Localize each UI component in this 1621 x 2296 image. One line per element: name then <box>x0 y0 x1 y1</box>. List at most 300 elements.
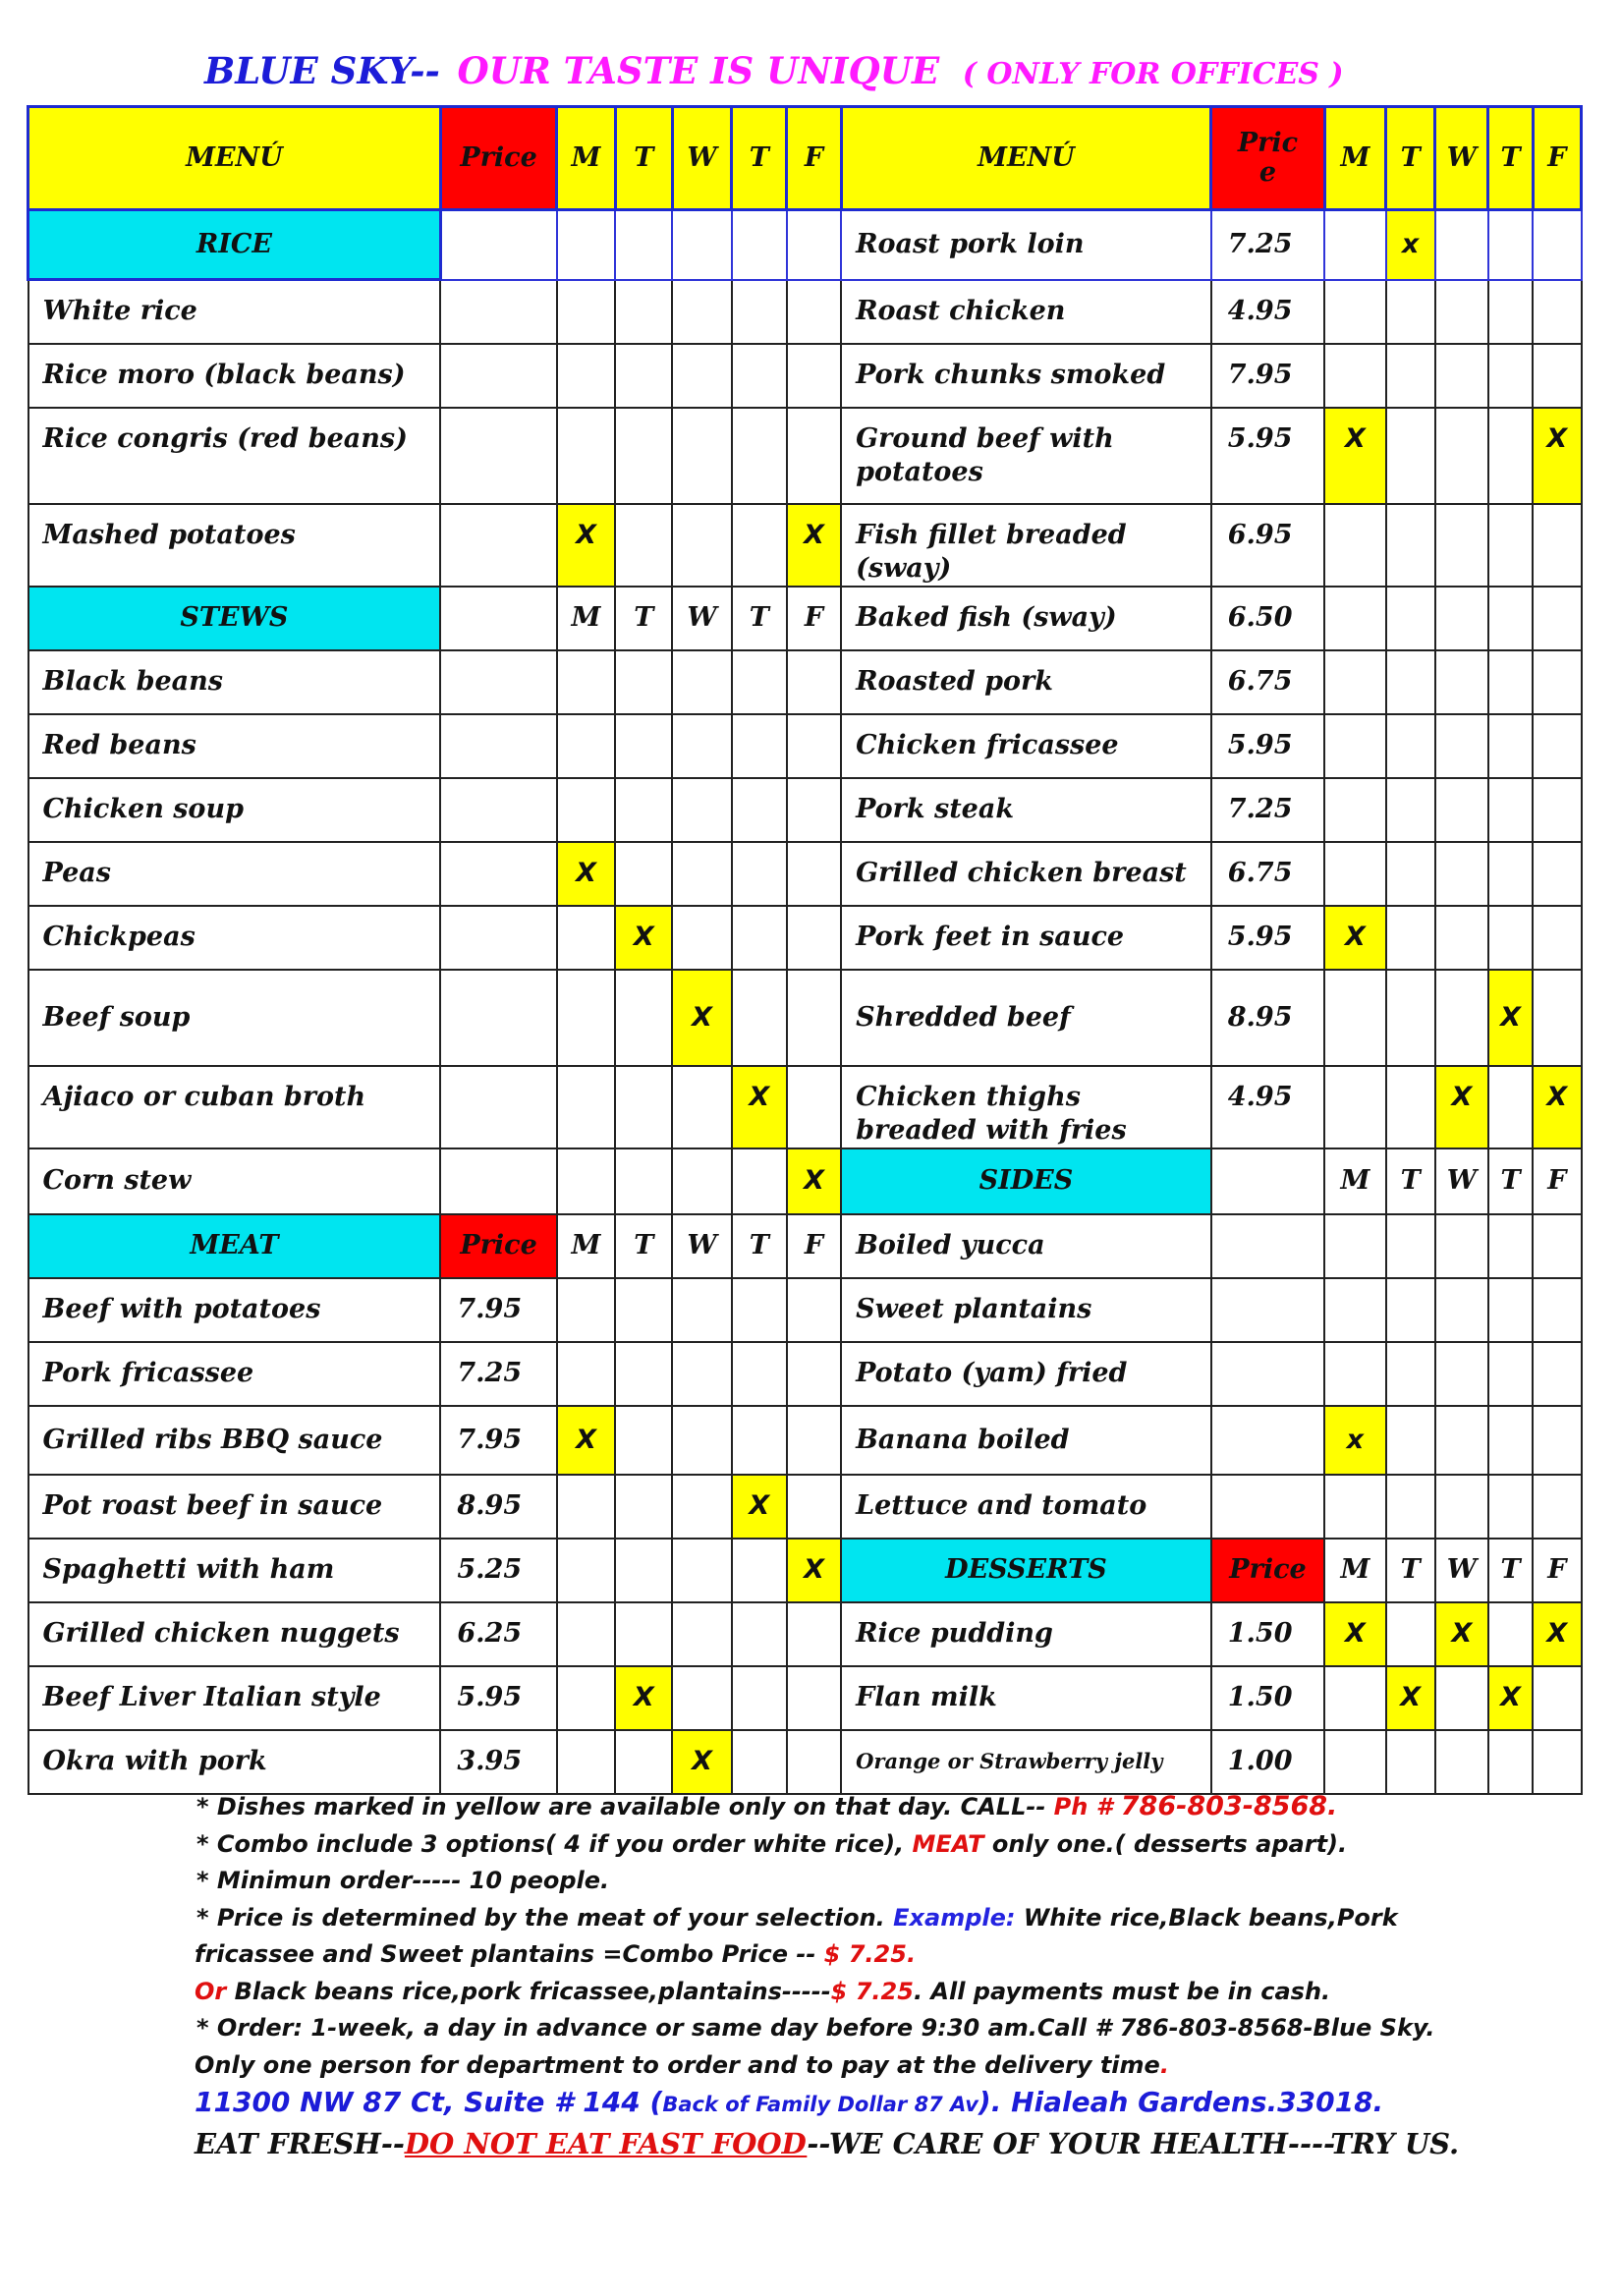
note-3: * Minimun order----- 10 people. <box>196 1867 610 1894</box>
day-mark <box>1533 1342 1581 1406</box>
dish-price <box>440 650 557 714</box>
day-label: T <box>615 1214 672 1278</box>
day-mark <box>557 408 615 504</box>
day-mark <box>1324 1342 1385 1406</box>
day-mark <box>672 1666 731 1730</box>
day-mark <box>557 1342 615 1406</box>
dish-name: Beef Liver Italian style <box>28 1666 441 1730</box>
day-mark <box>1435 587 1488 650</box>
day-mark: X <box>1533 408 1581 504</box>
day-mark <box>615 344 672 408</box>
col-day-header: T <box>732 107 787 210</box>
dish-name: Chicken fricassee <box>841 714 1211 778</box>
page-header <box>204 49 1481 98</box>
notes <box>196 1788 1474 2162</box>
table-row <box>28 842 1582 906</box>
day-mark <box>1533 504 1581 587</box>
day-mark <box>732 1406 787 1475</box>
day-mark <box>1324 650 1385 714</box>
day-mark <box>672 650 731 714</box>
dish-name: Pork fricassee <box>28 1342 441 1406</box>
day-mark <box>672 504 731 587</box>
dish-name: Corn stew <box>28 1148 441 1214</box>
slogan-b: --WE CARE OF YOUR HEALTH----TRY US. <box>807 2126 1460 2160</box>
day-mark <box>1533 344 1581 408</box>
header-only-offices: ( ONLY FOR OFFICES ) <box>962 57 1344 91</box>
day-mark <box>615 1148 672 1214</box>
day-mark <box>1488 280 1533 344</box>
day-mark <box>1533 210 1581 280</box>
price-cell <box>440 587 557 650</box>
dish-price <box>440 778 557 842</box>
day-mark <box>672 1066 731 1148</box>
note-8-dot: . <box>1159 2050 1169 2079</box>
day-mark <box>787 1475 841 1539</box>
day-mark: X <box>1324 1602 1385 1666</box>
day-mark <box>787 650 841 714</box>
side-price <box>1211 1342 1325 1406</box>
day-mark <box>1488 344 1533 408</box>
day-mark <box>557 1475 615 1539</box>
day-mark <box>787 280 841 344</box>
day-mark <box>557 280 615 344</box>
day-mark: X <box>1488 1666 1533 1730</box>
day-mark <box>1324 504 1385 587</box>
day-mark <box>732 970 787 1066</box>
day-mark <box>557 1148 615 1214</box>
dish-name: White rice <box>28 280 441 344</box>
day-mark <box>557 970 615 1066</box>
day-mark <box>1435 906 1488 970</box>
day-mark <box>557 1278 615 1342</box>
day-mark <box>787 970 841 1066</box>
side-name: Lettuce and tomato <box>841 1475 1211 1539</box>
dish-name: Spaghetti with ham <box>28 1539 441 1602</box>
dish-price: 4.95 <box>1211 280 1325 344</box>
day-mark: X <box>787 504 841 587</box>
day-mark <box>615 1066 672 1148</box>
table-row <box>28 1475 1582 1539</box>
dish-price: 6.95 <box>1211 504 1325 587</box>
day-mark: X <box>615 1666 672 1730</box>
dish-price <box>440 970 557 1066</box>
col-day-header-right: T <box>1488 107 1533 210</box>
day-mark <box>1324 1475 1385 1539</box>
day-mark: X <box>1533 1602 1581 1666</box>
day-mark <box>557 906 615 970</box>
day-mark <box>732 650 787 714</box>
dish-name: Ajiaco or cuban broth <box>28 1066 441 1148</box>
day-mark: X <box>732 1066 787 1148</box>
dish-name: Shredded beef <box>841 970 1211 1066</box>
day-mark <box>1488 587 1533 650</box>
day-mark <box>1533 714 1581 778</box>
table-row <box>28 1539 1582 1602</box>
day-mark <box>557 1666 615 1730</box>
day-mark <box>732 210 787 280</box>
dish-name: Fish fillet breaded (sway) <box>841 504 1211 587</box>
day-mark <box>615 1406 672 1475</box>
col-day-header: M <box>557 107 615 210</box>
table-row <box>28 504 1582 587</box>
day-mark <box>732 504 787 587</box>
day-mark <box>732 344 787 408</box>
day-mark <box>1435 344 1488 408</box>
dish-name: Mashed potatoes <box>28 504 441 587</box>
day-mark <box>732 714 787 778</box>
day-mark <box>1386 906 1435 970</box>
day-label: T <box>1386 1539 1435 1602</box>
table-row <box>28 1148 1582 1214</box>
day-mark <box>1435 842 1488 906</box>
dish-price <box>440 280 557 344</box>
day-label: M <box>557 587 615 650</box>
day-mark <box>557 210 615 280</box>
section-desserts: DESSERTS <box>841 1539 1211 1602</box>
day-mark <box>1488 1214 1533 1278</box>
day-mark <box>1386 587 1435 650</box>
day-mark <box>615 210 672 280</box>
note-6-price: $ 7.25 <box>830 1977 914 2005</box>
col-day-header-right: M <box>1324 107 1385 210</box>
day-mark <box>557 778 615 842</box>
day-mark <box>615 1342 672 1406</box>
day-label: W <box>1435 1148 1488 1214</box>
dish-price <box>440 714 557 778</box>
day-mark <box>787 842 841 906</box>
dish-price: 7.25 <box>440 1342 557 1406</box>
slogan-underlined: DO NOT EAT FAST FOOD <box>404 2126 808 2160</box>
day-mark <box>672 344 731 408</box>
day-mark <box>1488 408 1533 504</box>
dish-price <box>440 408 557 504</box>
side-name: Boiled yucca <box>841 1214 1211 1278</box>
day-mark <box>787 210 841 280</box>
day-mark: X <box>557 1406 615 1475</box>
day-mark <box>732 1539 787 1602</box>
day-mark <box>1386 1278 1435 1342</box>
table-row <box>28 1278 1582 1342</box>
day-mark <box>1324 587 1385 650</box>
day-mark <box>557 1539 615 1602</box>
dish-name: Rice congris (red beans) <box>28 408 441 504</box>
day-mark: X <box>1533 1066 1581 1148</box>
day-mark <box>1435 504 1488 587</box>
price-cell <box>1211 1148 1325 1214</box>
day-mark <box>1435 1475 1488 1539</box>
day-mark <box>615 504 672 587</box>
day-mark <box>1386 1602 1435 1666</box>
table-row <box>28 587 1582 650</box>
price-split-2: e <box>1258 157 1277 188</box>
table-row <box>28 344 1582 408</box>
col-day-header-right: W <box>1435 107 1488 210</box>
day-mark <box>1386 1475 1435 1539</box>
dish-name: Pot roast beef in sauce <box>28 1475 441 1539</box>
day-mark <box>732 1666 787 1730</box>
side-name: Potato (yam) fried <box>841 1342 1211 1406</box>
day-mark <box>1386 280 1435 344</box>
dessert-price: 1.00 <box>1211 1730 1325 1794</box>
day-mark: X <box>1324 408 1385 504</box>
day-mark <box>615 280 672 344</box>
table-row <box>28 1602 1582 1666</box>
day-mark <box>1488 210 1533 280</box>
dish-price <box>440 1066 557 1148</box>
day-mark: X <box>787 1539 841 1602</box>
day-label: W <box>672 587 731 650</box>
dish-name: Ground beef with potatoes <box>841 408 1211 504</box>
table-row <box>28 1730 1582 1794</box>
day-mark <box>557 1730 615 1794</box>
day-mark: x <box>1386 210 1435 280</box>
tagline: OUR TASTE IS UNIQUE <box>457 49 940 92</box>
dish-price: 5.95 <box>1211 408 1325 504</box>
day-mark <box>1386 1406 1435 1475</box>
dish-price: 4.95 <box>1211 1066 1325 1148</box>
section-stews: STEWS <box>28 587 441 650</box>
day-mark <box>1533 280 1581 344</box>
day-mark <box>1386 1066 1435 1148</box>
dessert-price: 1.50 <box>1211 1602 1325 1666</box>
note-5 <box>195 1936 1474 1974</box>
day-mark <box>787 906 841 970</box>
col-day-header-right: F <box>1533 107 1581 210</box>
table-row <box>28 650 1582 714</box>
note-4-example: Example: <box>893 1903 1016 1932</box>
day-mark <box>1435 408 1488 504</box>
address-a: 11300 NW 87 Ct, Suite # 144 ( <box>195 2086 663 2118</box>
day-mark <box>1488 1066 1533 1148</box>
dish-price: 7.25 <box>1211 210 1325 280</box>
desserts-price-header: Price <box>1211 1539 1325 1602</box>
address <box>195 2084 1474 2124</box>
dish-name: Roast chicken <box>841 280 1211 344</box>
side-price <box>1211 1214 1325 1278</box>
address-b: ). Hialeah Gardens.33018. <box>978 2086 1384 2118</box>
day-label: M <box>1324 1539 1385 1602</box>
table-row <box>28 107 1582 210</box>
note-4-text: * Price is determined by the meat of your selection. <box>196 1903 894 1932</box>
day-mark <box>1533 1278 1581 1342</box>
dish-price: 5.95 <box>440 1666 557 1730</box>
day-mark <box>1324 1730 1385 1794</box>
dish-name: Pork steak <box>841 778 1211 842</box>
day-mark <box>1488 1602 1533 1666</box>
day-mark: X <box>1324 906 1385 970</box>
dish-name: Beef soup <box>28 970 441 1066</box>
note-6-text: Black beans rice,pork fricassee,plantains----- <box>226 1977 831 2005</box>
day-mark <box>1324 778 1385 842</box>
day-label: T <box>732 1214 787 1278</box>
section-meat: MEAT <box>28 1214 441 1278</box>
day-mark <box>1324 970 1385 1066</box>
table-row <box>28 970 1582 1066</box>
dish-price <box>440 906 557 970</box>
day-mark <box>1435 1406 1488 1475</box>
day-mark <box>787 714 841 778</box>
dish-price: 6.25 <box>440 1602 557 1666</box>
table-row <box>28 1214 1582 1278</box>
dish-name: Beef with potatoes <box>28 1278 441 1342</box>
dessert-name: Flan milk <box>841 1666 1211 1730</box>
slogan <box>195 2126 1474 2163</box>
day-mark <box>672 778 731 842</box>
day-mark <box>787 778 841 842</box>
dish-name: Peas <box>28 842 441 906</box>
day-mark <box>732 280 787 344</box>
day-mark <box>672 1148 731 1214</box>
section-rice: RICE <box>28 210 441 280</box>
day-mark <box>1488 842 1533 906</box>
day-mark <box>1435 1342 1488 1406</box>
day-mark <box>1533 1666 1581 1730</box>
day-mark <box>672 280 731 344</box>
meat-price-header: Price <box>440 1214 557 1278</box>
day-label: T <box>1488 1148 1533 1214</box>
price-split-1: Pric <box>1237 128 1299 158</box>
day-mark <box>672 408 731 504</box>
table-row <box>28 906 1582 970</box>
day-mark <box>615 714 672 778</box>
day-mark <box>1488 504 1533 587</box>
day-mark <box>1435 280 1488 344</box>
day-mark <box>615 408 672 504</box>
note-5-price: $ 7.25. <box>823 1940 917 1968</box>
dish-name: Red beans <box>28 714 441 778</box>
col-menu-header-right: MENÚ <box>841 107 1211 210</box>
note-6 <box>195 1974 1474 2011</box>
day-mark: X <box>615 906 672 970</box>
day-mark <box>615 970 672 1066</box>
day-mark <box>557 714 615 778</box>
day-mark <box>787 408 841 504</box>
dish-price: 5.95 <box>1211 906 1325 970</box>
day-mark: X <box>672 970 731 1066</box>
day-mark <box>1488 1475 1533 1539</box>
day-mark <box>615 1539 672 1602</box>
day-label: F <box>1533 1148 1581 1214</box>
dish-name: Pork feet in sauce <box>841 906 1211 970</box>
day-mark <box>1488 1730 1533 1794</box>
address-small: Back of Family Dollar 87 Av <box>662 2093 978 2116</box>
day-label: M <box>557 1214 615 1278</box>
note-4 <box>196 1900 1474 1937</box>
day-mark <box>1386 842 1435 906</box>
side-name: Banana boiled <box>841 1406 1211 1475</box>
note-1-text: * Dishes marked in yellow are available only on that day. CALL-- <box>196 1793 1054 1820</box>
day-mark <box>557 344 615 408</box>
day-mark <box>672 906 731 970</box>
day-mark: X <box>1435 1602 1488 1666</box>
day-mark <box>1386 1342 1435 1406</box>
side-price <box>1211 1278 1325 1342</box>
day-mark <box>1386 504 1435 587</box>
day-mark <box>672 1475 731 1539</box>
table-row <box>28 714 1582 778</box>
dish-name: Okra with pork <box>28 1730 441 1794</box>
day-mark: X <box>1488 970 1533 1066</box>
dish-name: Grilled chicken nuggets <box>28 1602 441 1666</box>
dessert-name: Orange or Strawberry jelly <box>841 1730 1211 1794</box>
day-mark: X <box>1386 1666 1435 1730</box>
day-mark <box>732 1278 787 1342</box>
day-mark <box>787 1666 841 1730</box>
day-mark <box>1324 280 1385 344</box>
dish-name: Rice moro (black beans) <box>28 344 441 408</box>
day-mark <box>672 1406 731 1475</box>
day-mark <box>1386 408 1435 504</box>
day-label: W <box>1435 1539 1488 1602</box>
note-8-text: Only one person for department to order and to pay at the delivery time <box>195 2050 1160 2079</box>
day-mark <box>1488 1406 1533 1475</box>
day-mark <box>1324 1278 1385 1342</box>
section-sides: SIDES <box>841 1148 1211 1214</box>
note-6-or: Or <box>195 1977 227 2005</box>
day-mark: x <box>1324 1406 1385 1475</box>
day-label: T <box>1386 1148 1435 1214</box>
day-mark <box>732 1342 787 1406</box>
day-mark <box>1488 906 1533 970</box>
table-row <box>28 778 1582 842</box>
day-mark <box>1533 842 1581 906</box>
day-mark <box>732 408 787 504</box>
day-mark <box>732 906 787 970</box>
dish-price: 6.50 <box>1211 587 1325 650</box>
day-mark <box>615 778 672 842</box>
col-menu-header: MENÚ <box>28 107 441 210</box>
dish-name: Roast pork loin <box>841 210 1211 280</box>
day-mark <box>732 1148 787 1214</box>
day-mark <box>1533 970 1581 1066</box>
dish-name: Pork chunks smoked <box>841 344 1211 408</box>
note-2 <box>196 1826 1474 1864</box>
dish-price <box>440 344 557 408</box>
day-mark <box>787 1406 841 1475</box>
dish-price: 7.95 <box>440 1406 557 1475</box>
day-mark <box>1324 1066 1385 1148</box>
col-day-header: T <box>615 107 672 210</box>
dish-name: Grilled chicken breast <box>841 842 1211 906</box>
day-mark <box>672 1342 731 1406</box>
dish-price: 3.95 <box>440 1730 557 1794</box>
table-row <box>28 1342 1582 1406</box>
day-mark <box>672 1602 731 1666</box>
day-mark: X <box>557 504 615 587</box>
day-mark <box>1324 1214 1385 1278</box>
day-mark <box>615 1730 672 1794</box>
day-mark <box>1435 210 1488 280</box>
dish-name: Baked fish (sway) <box>841 587 1211 650</box>
day-mark <box>787 1730 841 1794</box>
side-name: Sweet plantains <box>841 1278 1211 1342</box>
day-mark <box>672 1539 731 1602</box>
col-day-header: W <box>672 107 731 210</box>
note-8 <box>195 2047 1474 2085</box>
menu-table <box>27 105 1583 1795</box>
day-mark <box>1488 778 1533 842</box>
day-mark <box>1435 970 1488 1066</box>
day-mark: X <box>1435 1066 1488 1148</box>
day-mark <box>1435 778 1488 842</box>
dish-name: Roasted pork <box>841 650 1211 714</box>
dessert-price: 1.50 <box>1211 1666 1325 1730</box>
side-price <box>1211 1475 1325 1539</box>
dish-price <box>440 842 557 906</box>
day-mark <box>1435 1278 1488 1342</box>
day-mark <box>787 344 841 408</box>
day-mark <box>1533 778 1581 842</box>
